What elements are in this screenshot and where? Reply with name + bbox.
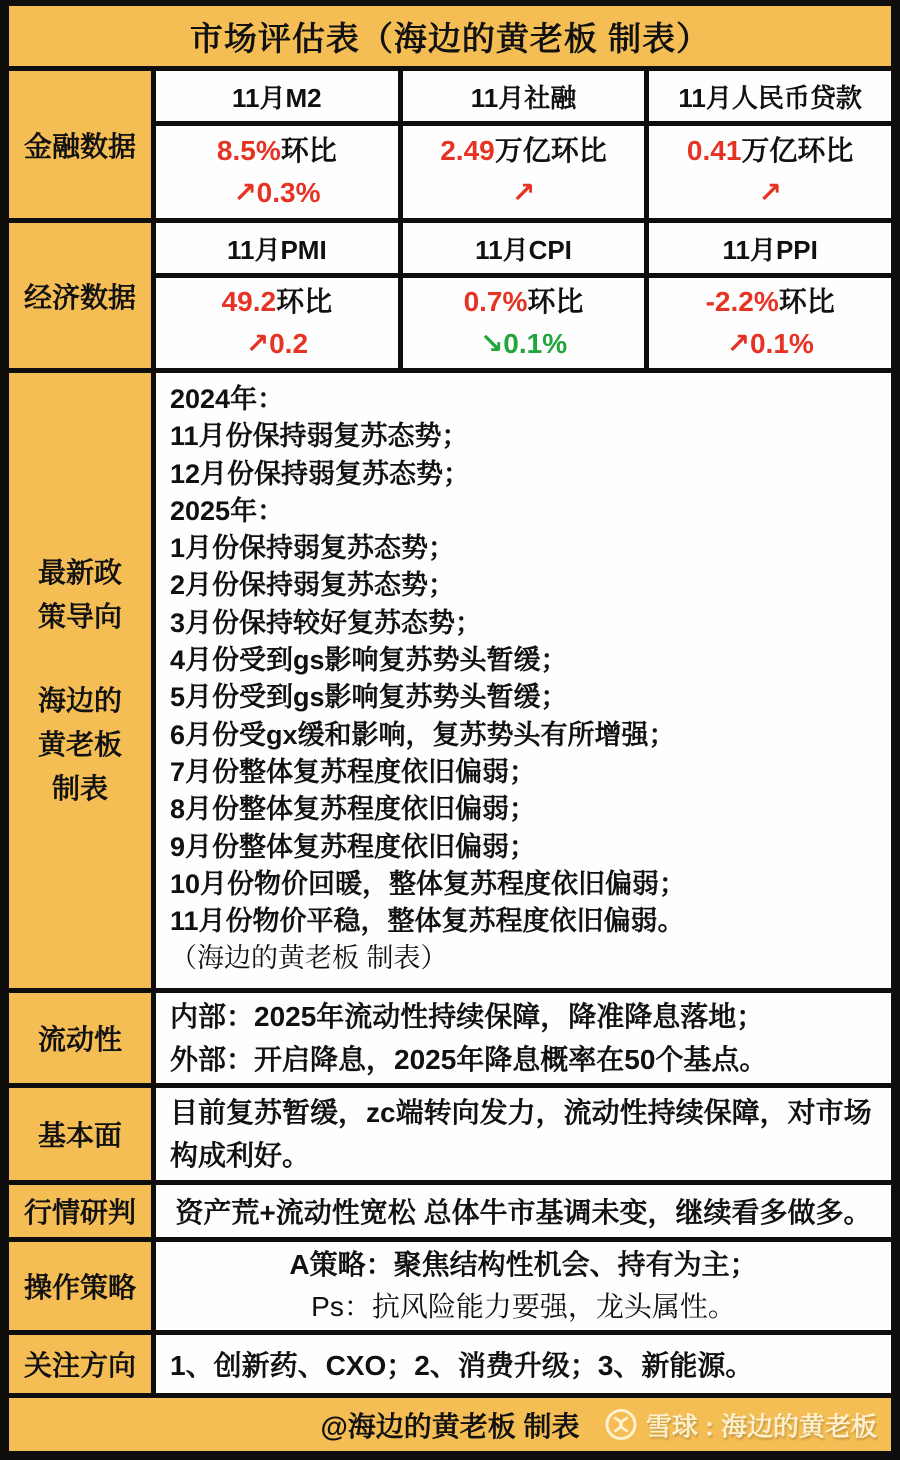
judgment-label: 行情研判 bbox=[9, 1185, 151, 1237]
text-line: 3月份保持较好复苏态势； bbox=[170, 607, 483, 638]
metric-number: -2.2% bbox=[705, 286, 779, 317]
metric-unit: 环比 bbox=[778, 286, 835, 317]
metric-unit: 万亿环比 bbox=[494, 135, 607, 166]
metric-delta: ↗0.1% bbox=[726, 328, 814, 359]
judgment-content bbox=[156, 1185, 891, 1237]
metric-unit: 环比 bbox=[280, 135, 337, 166]
text-line: 最新政 bbox=[37, 556, 122, 588]
metric-value-cpi bbox=[403, 278, 645, 368]
text-line: 海边的 bbox=[37, 684, 122, 716]
section-financial-data bbox=[9, 71, 891, 218]
liquidity-label: 流动性 bbox=[9, 993, 151, 1083]
metric-value-rmb-loans bbox=[649, 126, 891, 218]
liquidity-content bbox=[156, 993, 891, 1083]
metric-number: 2.49 bbox=[440, 135, 495, 166]
text-line: A策略：聚焦结构性机会、持有为主； bbox=[289, 1249, 758, 1280]
text-line: 12月份保持弱复苏态势； bbox=[170, 458, 471, 489]
metric-unit: 环比 bbox=[276, 286, 333, 317]
section-strategy bbox=[9, 1242, 891, 1330]
text-line: 1月份保持弱复苏态势； bbox=[170, 533, 456, 564]
value-line bbox=[687, 130, 854, 172]
metric-value-ppi bbox=[649, 278, 891, 368]
column-header-ppi: 11月PPI bbox=[649, 223, 891, 273]
metric-number: 49.2 bbox=[221, 286, 277, 317]
text-line: 11月份物价平稳，整体复苏程度依旧偏弱。 bbox=[170, 906, 685, 937]
metric-delta: ↗0.2 bbox=[245, 328, 309, 359]
text-line: 6月份受gx缓和影响，复苏势头有所增强； bbox=[170, 719, 676, 750]
value-line bbox=[464, 281, 584, 323]
policy-section-label bbox=[9, 373, 151, 988]
text-line: 策导向 bbox=[37, 600, 122, 632]
metric-delta: ↗ bbox=[758, 177, 782, 208]
text-line: 黄老板 bbox=[37, 728, 122, 760]
metric-number: 0.7% bbox=[463, 286, 528, 317]
text-line: 2024年： bbox=[170, 384, 285, 414]
footer-credit: @海边的黄老板 制表 bbox=[320, 1410, 580, 1442]
text-line: 内部：2025年流动性持续保障，降准降息落地； bbox=[170, 1001, 765, 1032]
metric-delta: ↘0.1% bbox=[479, 328, 568, 359]
metric-delta: ↗ bbox=[511, 177, 536, 208]
section-economic-data bbox=[9, 223, 891, 368]
text-line: 9月份整体复苏程度依旧偏弱； bbox=[170, 831, 537, 862]
section-market-judgment bbox=[9, 1185, 891, 1237]
fundamentals-content bbox=[156, 1088, 891, 1180]
text-line: 10月份物价回暖，整体复苏程度依旧偏弱； bbox=[170, 868, 687, 899]
column-header-pmi: 11月PMI bbox=[156, 223, 398, 273]
text-line: Ps：抗风险能力要强，龙头属性。 bbox=[311, 1291, 736, 1322]
section-policy bbox=[9, 373, 891, 988]
section-liquidity bbox=[9, 993, 891, 1083]
section-focus bbox=[9, 1335, 891, 1393]
value-line bbox=[217, 130, 337, 172]
footer bbox=[9, 1398, 891, 1451]
economic-section-label: 经济数据 bbox=[9, 223, 151, 368]
metric-value-shehui-rongzi bbox=[403, 126, 645, 218]
text-line: 外部：开启降息，2025年降息概率在50个基点。 bbox=[170, 1044, 768, 1075]
text-line: （海边的黄老板 制表） bbox=[170, 943, 448, 974]
metric-number: 8.5% bbox=[216, 135, 281, 166]
column-header-rmb-loans: 11月人民币贷款 bbox=[649, 71, 891, 121]
metric-unit: 环比 bbox=[527, 286, 584, 317]
xueqiu-watermark bbox=[604, 1406, 877, 1443]
financial-section-label: 金融数据 bbox=[9, 71, 151, 218]
strategy-content bbox=[156, 1242, 891, 1330]
focus-label: 关注方向 bbox=[9, 1335, 151, 1393]
metric-delta: ↗0.3% bbox=[233, 177, 321, 208]
policy-label-top bbox=[38, 551, 122, 639]
policy-label-bottom bbox=[38, 679, 122, 811]
fundamentals-label: 基本面 bbox=[9, 1088, 151, 1180]
page-title: 市场评估表（海边的黄老板 制表） bbox=[9, 6, 891, 66]
value-line bbox=[440, 130, 607, 172]
column-header-m2: 11月M2 bbox=[156, 71, 398, 121]
text-line: 5月份受到gs影响复苏势头暂缓； bbox=[170, 682, 568, 713]
metric-value-pmi bbox=[156, 278, 398, 368]
text-line: 7月份整体复苏程度依旧偏弱； bbox=[170, 756, 537, 787]
judgment-text: 资产荒+流动性宽松 总体牛市基调未变，继续看多做多。 bbox=[175, 1197, 872, 1228]
metric-number: 0.41 bbox=[686, 135, 742, 166]
metric-unit: 万亿环比 bbox=[741, 135, 854, 166]
text-line: 11月份保持弱复苏态势； bbox=[170, 421, 469, 452]
text-line: 2025年： bbox=[170, 495, 285, 526]
column-header-shehui-rongzi: 11月社融 bbox=[403, 71, 645, 121]
value-line bbox=[706, 281, 835, 323]
focus-text: 1、创新药、CXO；2、消费升级；3、新能源。 bbox=[170, 1350, 754, 1381]
text-line: 4月份受到gs影响复苏势头暂缓； bbox=[170, 645, 568, 676]
metric-value-m2 bbox=[156, 126, 398, 218]
text-line: 制表 bbox=[51, 772, 108, 804]
column-header-cpi: 11月CPI bbox=[403, 223, 645, 273]
watermark-text: 雪球 : 海边的黄老板 bbox=[645, 1411, 877, 1441]
fundamentals-text: 目前复苏暂缓，zc端转向发力，流动性持续保障，对市场构成利好。 bbox=[170, 1097, 872, 1171]
focus-content bbox=[156, 1335, 891, 1393]
text-line: 2月份保持弱复苏态势； bbox=[170, 570, 456, 601]
section-fundamentals bbox=[9, 1088, 891, 1180]
policy-content bbox=[156, 373, 891, 988]
value-line bbox=[222, 281, 333, 323]
text-line: 8月份整体复苏程度依旧偏弱； bbox=[170, 794, 537, 825]
strategy-label: 操作策略 bbox=[9, 1242, 151, 1330]
xueqiu-logo-icon bbox=[604, 1408, 638, 1442]
